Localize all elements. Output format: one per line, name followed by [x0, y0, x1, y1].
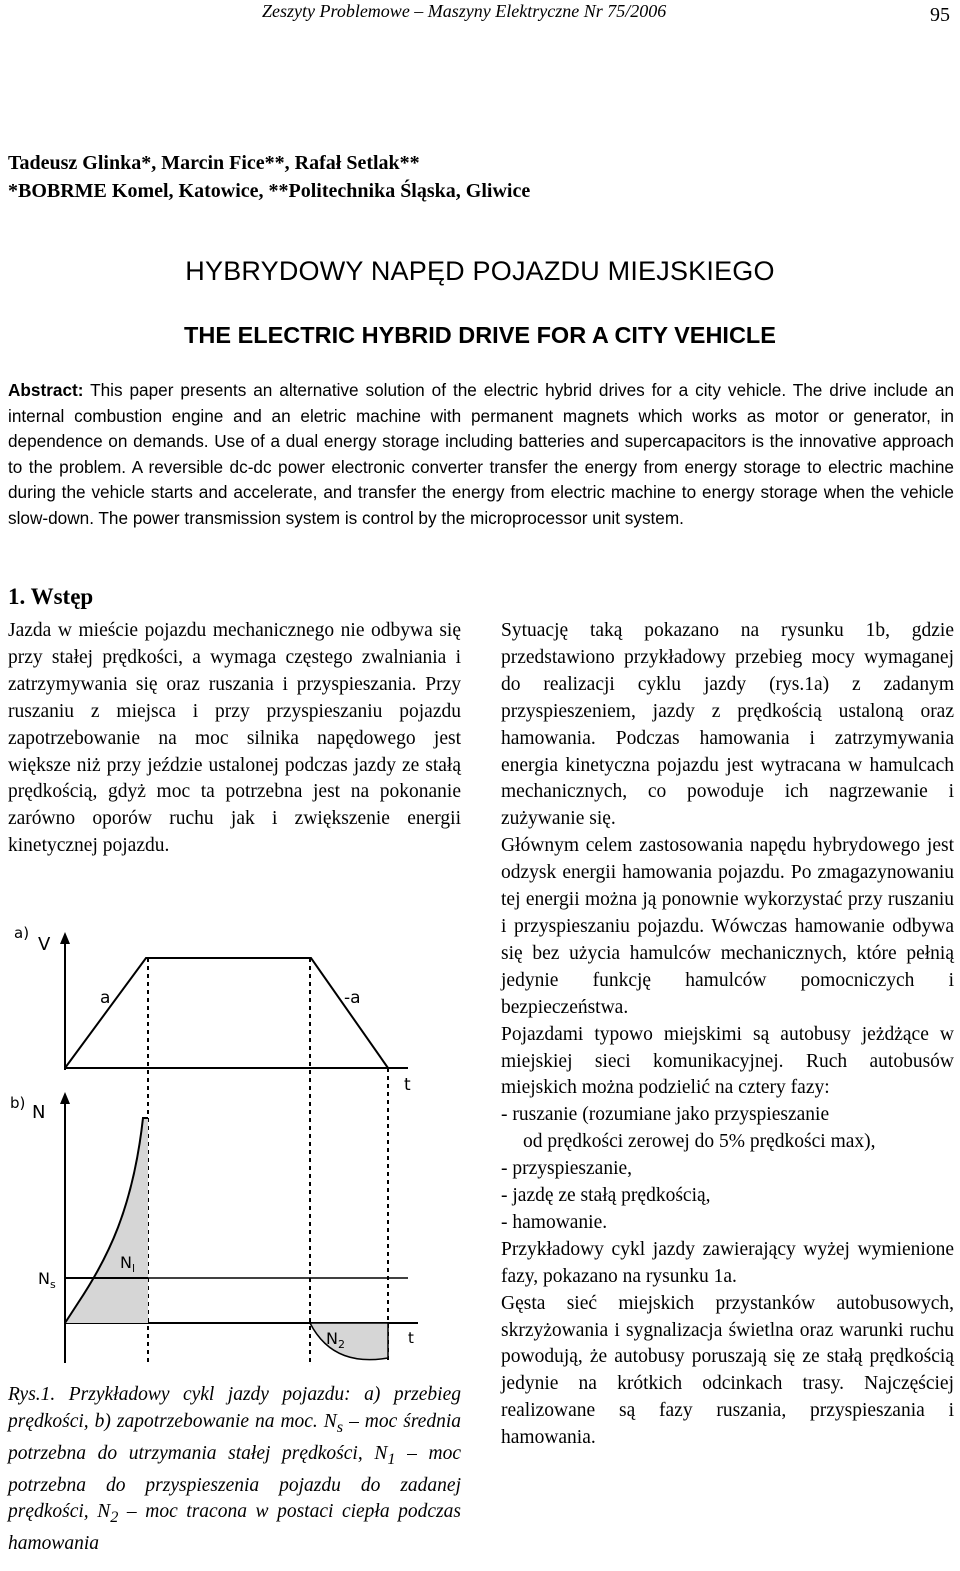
n-axis-arrow	[60, 1092, 70, 1104]
axis-t-bottom-label: t	[408, 1329, 414, 1347]
section-title: 1. Wstęp	[8, 584, 94, 609]
n1-area	[65, 1118, 148, 1323]
right-paragraph-1: Sytuację taką pokazano na rysunku 1b, gdzie przedstawiono przykładowy przebieg mocy wymaganej do realizacji cyklu jazdy (rys.1a) z zadanym przyspieszeniem, jazdy z prędkością ustaloną oraz hamowania. Podczas hamowania i zatrzymywania energia kinetyczna pojazdu jest wytracana w hamulcach mechanicznych, co powoduje ich nagrzewanie i zużywanie się.	[501, 620, 954, 830]
n2-label: $N_2$	[326, 1329, 345, 1351]
figure-caption: Rys.1. Przykładowy cykl jazdy pojazdu: a) przebieg prędkości, b) zapotrzebowanie na moc. $N_s$ – moc średnia potrzebna do utrzymania stałej prędkości, $N_1$ – moc potrzebna do przyspieszenia pojazdu do zadanej prędkości, $N_2$ – moc tracona w postaci ciepła podczas hamowania	[8, 1384, 462, 1555]
n1-label: $N_l$	[120, 1253, 136, 1275]
axis-v-label: V	[38, 934, 51, 955]
title-english: THE ELECTRIC HYBRID DRIVE FOR A CITY VEHICLE	[184, 322, 776, 348]
abstract	[8, 378, 954, 532]
velocity-trace	[65, 958, 388, 1068]
right-column	[501, 618, 954, 1452]
list-item: - przyspieszanie,	[501, 1158, 633, 1180]
authors: Tadeusz Glinka*, Marcin Fice**, Rafał Setlak**	[8, 152, 420, 174]
title-polish: HYBRYDOWY NAPĘD POJAZDU MIEJSKIEGO	[185, 256, 775, 286]
figure-label-a: a)	[14, 924, 30, 942]
slope-down-label: -a	[344, 988, 361, 1008]
n2-area	[310, 1323, 388, 1360]
list-item: - hamowanie.	[501, 1211, 608, 1233]
abstract-label: Abstract:	[8, 380, 84, 400]
slope-up-label: a	[100, 988, 111, 1008]
list-item: od prędkości zerowej do 5% prędkości max),	[523, 1131, 876, 1153]
right-paragraph-5: Gęsta sieć miejskich przystanków autobusowych, skrzyżowania i sygnalizacja świetlna oraz warunki ruchu powodują, że autobusy poruszają się ze stałą prędkością jedynie na krótkich odcinkach trasy. Najczęściej realizowane są fazy ruszania, przyspieszania i hamowania.	[501, 1292, 954, 1449]
ns-label: $N_s$	[38, 1269, 56, 1291]
figure-label-b: b)	[10, 1094, 26, 1112]
page-number: 95	[930, 4, 950, 26]
right-paragraph-2: Głównym celem zastosowania napędu hybrydowego jest odzysk energii hamowania pojazdu. Po zmagazynowaniu tej energii można ją ponownie wykorzystać przy ruszaniu i przyspieszaniu pojazdu. Wówczas hamowanie odbywa się bez użycia hamulców mechanicznych, które pełnią jedynie funkcję hamulców pomocniczych i bezpieczeństwa.	[501, 835, 954, 1018]
figure-drive-cycle	[8, 918, 448, 1373]
list-item: - jazdę ze stałą prędkością,	[501, 1185, 711, 1207]
list-item: - ruszanie (rozumiane jako przyspieszanie	[501, 1104, 830, 1126]
affiliations: *BOBRME Komel, Katowice, **Politechnika Śląska, Gliwice	[8, 180, 531, 202]
axis-t-top-label: t	[404, 1075, 411, 1095]
abstract-text: This paper presents an alternative solution of the electric hybrid drives for a city vehicle. The drive include an internal combustion engine and an eletric machine with permanent magnets which works as motor or generator, in dependence on demands. Use of a dual energy storage including batteries and supercapacitors is the innovative approach to the problem. A reversible dc-dc power electronic converter transfer the energy from energy storage to electric machine during the vehicle starts and accelerate, and transfer the energy from electric machine to energy storage when the vehicle slow-down. The power transmission system is control by the microprocessor unit system.	[8, 380, 954, 528]
v-axis-arrow	[60, 932, 70, 944]
journal-header: Zeszyty Problemowe – Maszyny Elektryczne Nr 75/2006	[262, 1, 667, 21]
left-paragraph: Jazda w mieście pojazdu mechanicznego nie odbywa się przy stałej prędkości, a wymaga częstego zwalniania i zatrzymywania się oraz ruszania i przyspieszania. Przy ruszaniu z miejsca i przy przyspieszaniu pojazdu zapotrzebowanie na moc silnika napędowego jest większe niż przy jeździe ustalonej podczas jazdy ze stałą prędkością, gdyż moc ta potrzebna jest na pokonanie zarówno oporów ruchu jak i zwiększenie energii kinetycznej pojazdu.	[8, 620, 461, 857]
right-paragraph-3: Pojazdami typowo miejskimi są autobusy jeżdżące w miejskiej sieci komunikacyjnej. Ruch autobusów miejskich można podzielić na cztery fazy:	[501, 1023, 954, 1099]
axis-n-label: N	[32, 1102, 46, 1123]
right-paragraph-4: Przykładowy cykl jazdy zawierający wyżej wymienione fazy, pokazano na rysunku 1a.	[501, 1238, 954, 1287]
